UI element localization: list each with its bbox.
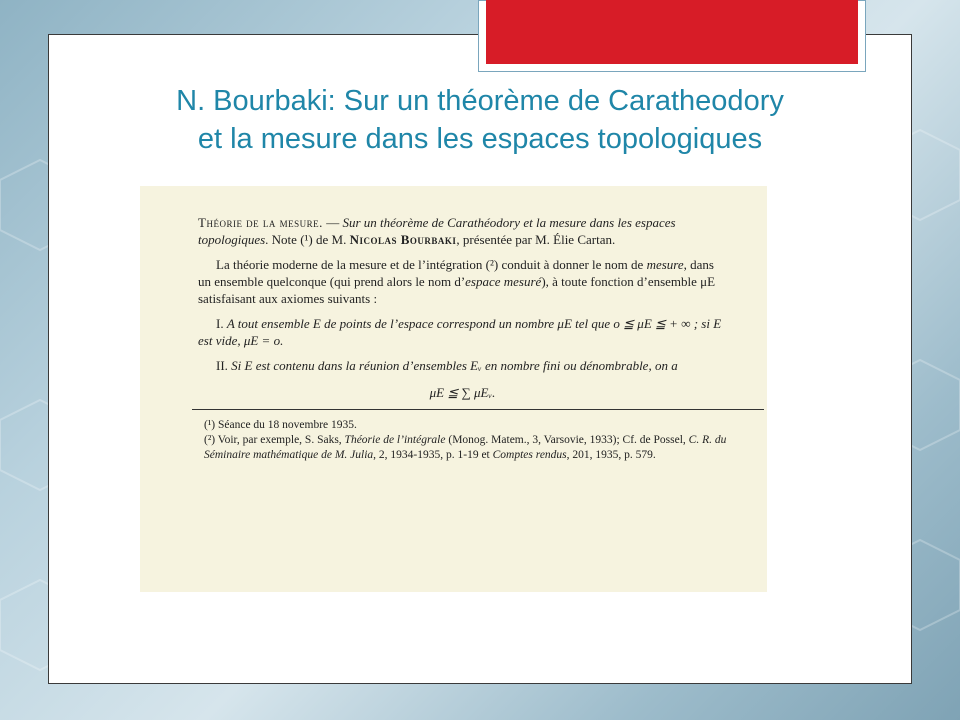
formula: μE ≦ ∑ μEᵥ. [429,385,496,400]
paragraph-text: La théorie moderne de la mesure et de l’intégration (²) conduit à donner le nom de [216,257,647,272]
title-line-1: N. Bourbaki: Sur un théorème de Caratheodory [176,85,784,117]
footnote-ref: Comptes rendus [492,449,567,461]
paragraph-text: ), à toute fonction d’ensemble μE satisfaisant aux axiomes suivants : [198,274,716,306]
heading-dash: — [322,215,343,230]
title-line-2: et la mesure dans les espaces topologiques [197,123,763,155]
article-heading [198,214,727,248]
heading-note: . Note (¹) de M. [265,232,350,247]
footnote-text: , 2, 1934-1935, p. 1-19 et [373,449,493,461]
heading-section: Théorie de la mesure. [198,215,323,230]
footnote-text: (Monog. Matem., 3, Varsovie, 1933); Cf. de Possel, [445,434,689,446]
footnote-1: (¹) Séance du 18 novembre 1935. [204,419,357,431]
heading-tail: , présentée par M. Élie Cartan. [456,232,616,247]
axiom-1 [198,315,727,349]
axiom-text: Si E est contenu dans la réunion d’ensembles Eᵥ en nombre fini ou dénombrable, on a [231,358,678,373]
article-paragraph [198,256,727,307]
heading-title: Sur un théorème de Carathéodory et la mesure dans les espaces topologiques [198,215,676,247]
scanned-article-image [140,186,767,592]
footnote-ref: C. R. du Séminaire mathématique de M. Julia [204,434,727,461]
footnote-text: , 201, 1935, p. 579. [566,449,656,461]
paragraph-term-mesure: mesure [646,257,684,272]
footnote-ref: Théorie de l’intégrale [344,434,446,446]
axiom-2 [198,357,727,374]
footnote-2 [198,433,727,463]
paragraph-term-espace: espace mesuré [465,274,542,289]
axiom-number: II. [216,358,232,373]
heading-author: Nicolas Bourbaki [349,232,457,247]
footnote-divider [192,409,764,410]
axiom-text: A tout ensemble E de points de l’espace correspond un nombre μE tel que o ≦ μE ≦ + ∞ ; si E est vide, μE = o. [198,316,722,348]
footnote-text: (²) Voir, par exemple, S. Saks, [204,434,345,446]
header-red-tab [486,0,858,64]
paragraph-text: , dans un ensemble quelconque (qui prend alors le nom d’ [198,257,714,289]
slide-title [48,82,912,158]
axiom-number: I. [216,316,227,331]
